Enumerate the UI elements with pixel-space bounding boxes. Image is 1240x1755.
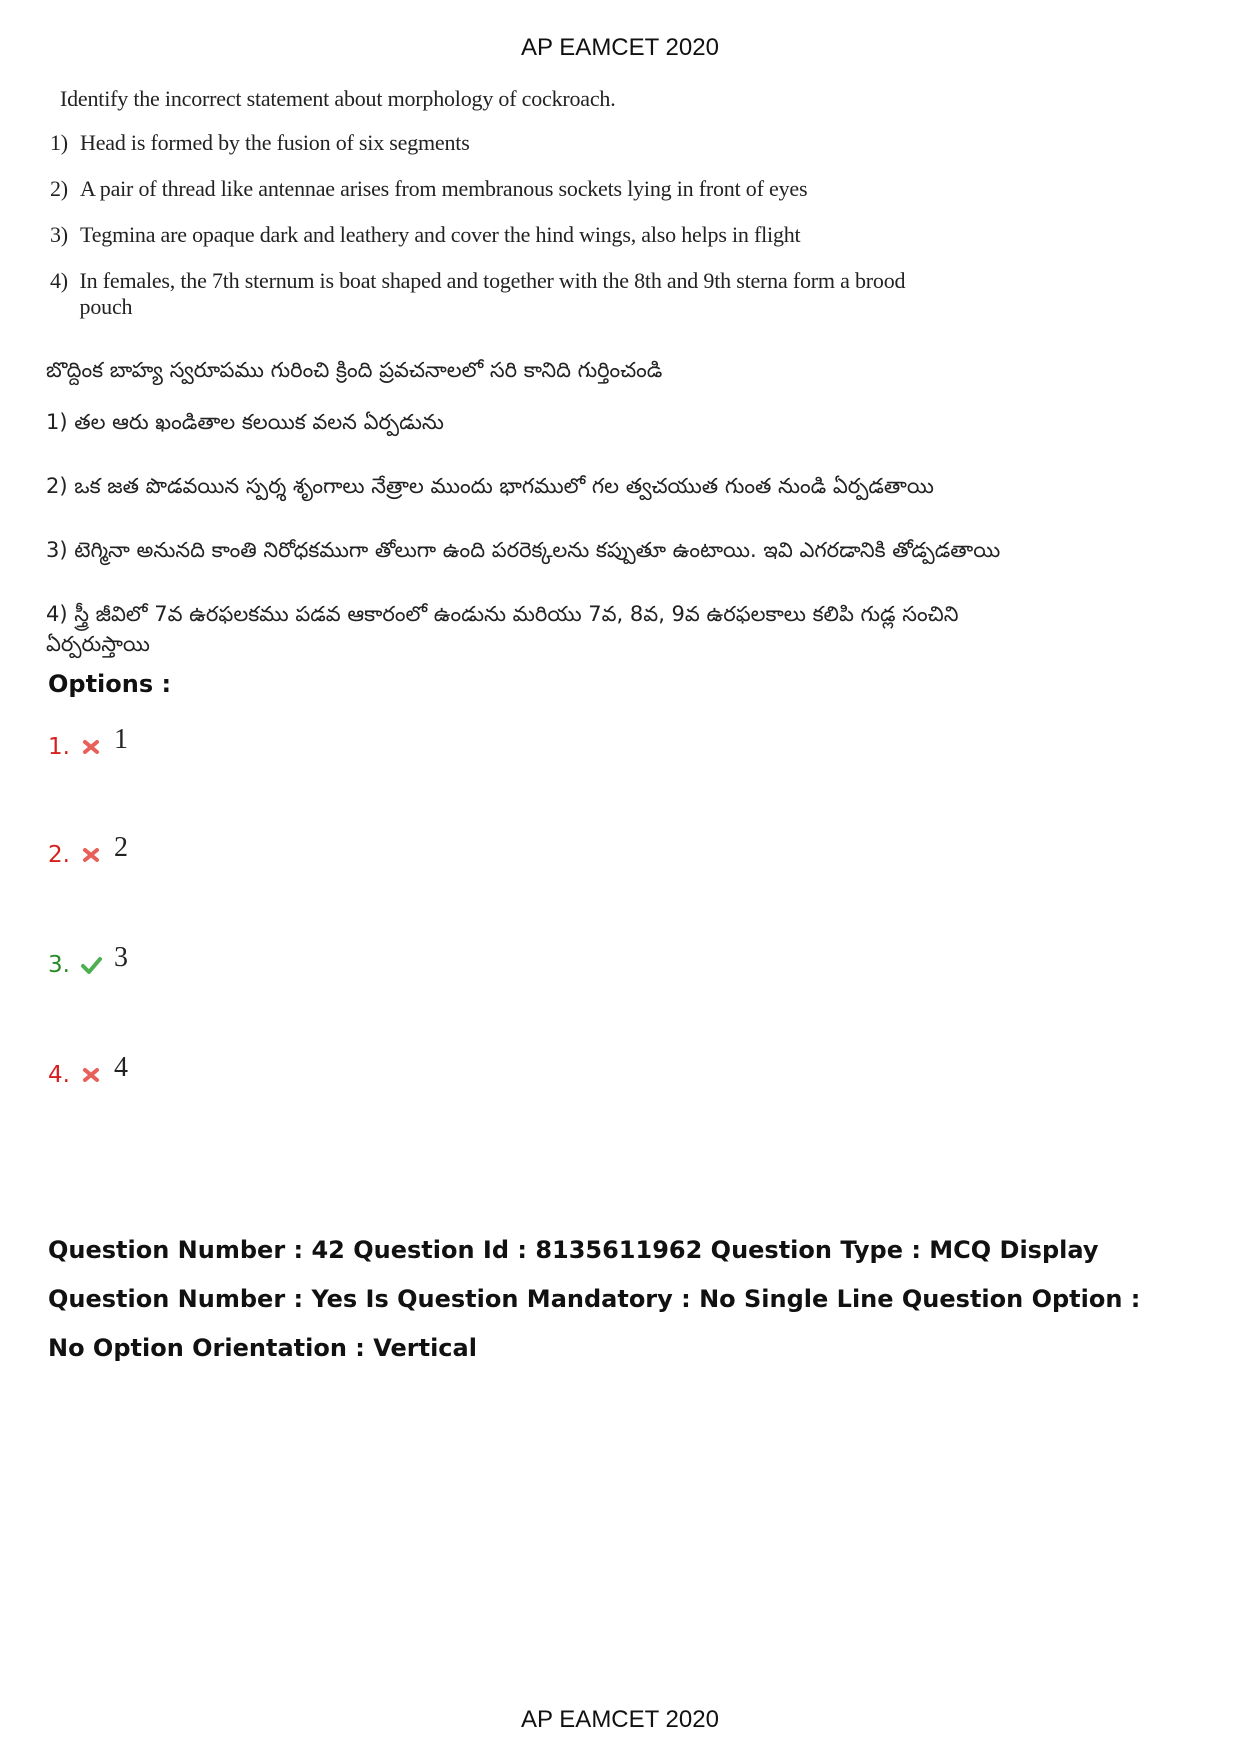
answer-option-3 (48, 942, 128, 986)
option-text: In females, the 7th sternum is boat shaped and together with the 8th and 9th sterna form a brood pouch (79, 268, 906, 319)
telugu-option-1: 1) తల ఆరు ఖండితాల కలయిక వలన ఏర్పడును (46, 410, 444, 434)
option-text: Head is formed by the fusion of six segments (80, 130, 470, 155)
option-number: 4. (48, 1062, 70, 1088)
option-text: A pair of thread like antennae arises from membranous sockets lying in front of eyes (80, 176, 808, 201)
english-option-2 (50, 176, 950, 202)
cross-icon (80, 844, 102, 866)
page-header: AP EAMCET 2020 (521, 34, 719, 61)
telugu-option-3: 3) టెగ్మినా అనునది కాంతి నిరోధకముగా తోలుగా ఉంది పరరెక్కలను కప్పుతూ ఉంటాయి. ఇవి ఎగరడానికి తోడ్పడతాయి (46, 538, 1001, 562)
question-stem-telugu: బొద్దింక బాహ్య స్వరూపము గురించి క్రింది ప్రవచనాలలో సరి కానిది గుర్తించండి (46, 358, 663, 382)
option-number: 3. (48, 952, 70, 978)
telugu-option-2: 2) ఒక జత పొడవయిన స్పర్శ శృంగాలు నేత్రాల ముందు భాగములో గల త్వచయుత గుంత నుండి ఏర్పడతాయి (46, 474, 934, 498)
page-footer: AP EAMCET 2020 (521, 1706, 719, 1733)
question-metadata: Question Number : 42 Question Id : 8135611962 Question Type : MCQ Display Question Number : Yes Is Question Mandatory : No Single Line Question Option : No Option Orientation : Vertical (48, 1236, 1141, 1362)
english-option-1 (50, 130, 950, 156)
english-option-4 (50, 268, 950, 320)
telugu-option-4: 4) స్త్రీ జీవిలో 7వ ఉరఫలకము పడవ ఆకారంలో ఉండును మరియు 7వ, 8వ, 9వ ఉరఫలకాలు కలిపి గుడ్ల సంచిని ఏర్పరుస్తాయి (46, 602, 959, 656)
option-index: 3) (50, 222, 68, 247)
option-value: 2 (114, 832, 128, 863)
option-number: 2. (48, 842, 70, 868)
option-index: 1) (50, 130, 68, 155)
option-index: 4) (50, 268, 68, 293)
answer-option-4 (48, 1052, 128, 1096)
option-number: 1. (48, 734, 70, 760)
question-telugu (46, 358, 1046, 696)
check-icon (80, 954, 102, 976)
option-index: 2) (50, 176, 68, 201)
question-english (50, 86, 950, 340)
cross-icon (80, 736, 102, 758)
option-value: 4 (114, 1052, 128, 1083)
option-text: Tegmina are opaque dark and leathery and cover the hind wings, also helps in flight (80, 222, 801, 247)
option-value: 3 (114, 942, 128, 973)
option-value: 1 (114, 724, 128, 755)
cross-icon (80, 1064, 102, 1086)
question-stem-english: Identify the incorrect statement about morphology of cockroach. (60, 86, 616, 111)
answer-option-2 (48, 832, 128, 876)
english-option-3 (50, 222, 950, 248)
answer-option-1 (48, 724, 128, 768)
options-label: Options : (48, 670, 172, 698)
